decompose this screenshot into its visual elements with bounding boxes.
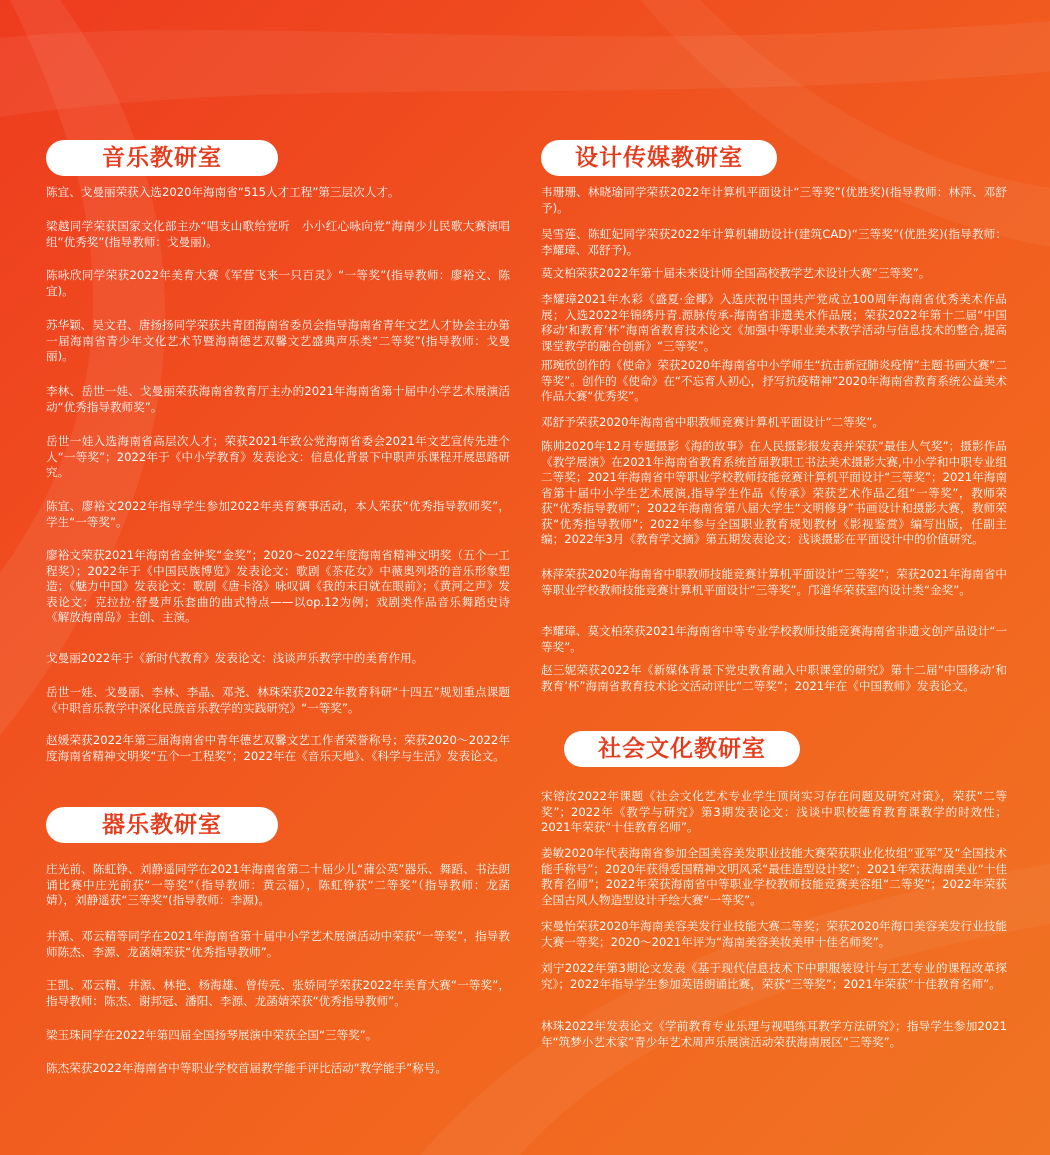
design-paragraph: 陈帅2020年12月专题摄影《海的故事》在人民摄影报发表并荣获“最佳人气奖”；摄影作品《教学展演》在2021年海南省教育系统首届教职工书法美术摄影大赛,中小学和中职专业组二等奖；2021年海南省中等职业学校教师技能竞赛计算机平面设计“三等奖”；2021年海南省第十届中小学生艺术展演,指导学生作品《传承》荣获艺术作品乙组“一等奖”，教师荣获“优秀指导教师”；2022年海南省第八届大学生“文明修身”书画设计和摄影大赛，教师荣获“优秀指导教师”；2022年参与全国职业教育规划教材《影视鉴赏》编写出版，任副主编；2022年3月《教育学文摘》第五期发表论文：浅谈摄影在平面设计中的价值研究。 bbox=[541, 439, 1007, 546]
music-paragraph: 岳世一娃入选海南省高层次人才；荣获2021年致公党海南省委会2021年文艺宣传先进个人“一等奖”；2022年于《中小学教育》发表论文：信息化背景下中职声乐课程开展思路研究。 bbox=[46, 434, 510, 479]
design-paragraph: 邢琬欣创作的《使命》荣获2020年海南省中小学师生“抗击新冠肺炎疫情”主题书画大赛“二等奖”。创作的《使命》在“不忘育人初心，抒写抗疫精神”2020年海南省教育系统公益美术作品大赛“优秀奖”。 bbox=[541, 358, 1007, 403]
culture-section-title: 社会文化教研室 bbox=[564, 731, 800, 767]
music-paragraph: 陈宜、廖裕文2022年指导学生参加2022年美育赛事活动，本人荣获“优秀指导教师奖”，学生“一等奖”。 bbox=[46, 499, 510, 529]
instrument-paragraph: 陈杰荣获2022年海南省中等职业学校首届教学能手评比活动“教学能手”称号。 bbox=[46, 1061, 447, 1075]
music-paragraph: 岳世一娃、戈曼丽、李林、李晶、邓尧、林珠荣获2022年教育科研“十四五”规划重点课题《中职音乐教学中深化民族音乐教学的实践研究》“一等奖”。 bbox=[46, 685, 510, 715]
design-paragraph: 李耀璋、莫文柏荣获2021年海南省中等专业学校教师技能竞赛海南省非遗文创产品设计“一等奖”。 bbox=[541, 624, 1007, 654]
culture-paragraph: 姜敏2020年代表海南省参加全国美容美发职业技能大赛荣获职业化妆组“亚军”及“全国技术能手称号”；2020年获得爱国精神文明风采“最佳造型设计奖”；2021年荣获海南美业“十佳教育名师”；2022年荣获海南省中等职业学校教师技能竞赛美容组“二等奖”；2022年荣获全国古风人物造型设计手绘大赛“一等奖”。 bbox=[541, 846, 1007, 907]
design-paragraph: 韦珊珊、林晓瑜同学荣获2022年计算机平面设计“三等奖”(优胜奖)(指导教师：林萍、邓舒予)。 bbox=[541, 185, 1007, 215]
music-paragraph: 陈宜、戈曼丽荣获入选2020年海南省“515人才工程”第三层次人才。 bbox=[46, 185, 400, 199]
instrument-section-title: 器乐教研室 bbox=[46, 807, 278, 843]
design-paragraph: 莫文柏荣获2022年第十届未来设计师全国高校教学艺术设计大赛“三等奖”。 bbox=[541, 266, 931, 280]
culture-paragraph: 宋镕汝2022年课题《社会文化艺术专业学生顶岗实习存在问题及研究对策》，荣获“二等奖”；2022年《教学与研究》第3期发表论文：浅谈中职校德育教育课教学的时效性；2021年荣获“十佳教育名师”。 bbox=[541, 789, 1007, 834]
instrument-paragraph: 梁玉珠同学在2022年第四届全国扬琴展演中荣获全国“三等奖”。 bbox=[46, 1028, 378, 1042]
music-paragraph: 赵媛荣获2022年第三届海南省中青年德艺双馨文艺工作者荣誉称号；荣获2020～2022年度海南省精神文明奖“五个一工程奖”；2022年在《音乐天地》、《科学与生活》发表论文。 bbox=[46, 733, 510, 763]
music-paragraph: 陈咏欣同学荣获2022年美育大赛《军营飞来一只百灵》“一等奖”(指导教师：廖裕文、陈宜)。 bbox=[46, 268, 510, 298]
instrument-paragraph: 王凯、邓云精、井源、林艳、杨海雄、曾传亮、张娇同学荣获2022年美育大赛“一等奖”，指导教师：陈杰、谢邦冠、潘阳、李源、龙菡婧荣获“优秀指导教师”。 bbox=[46, 978, 510, 1008]
culture-paragraph: 林珠2022年发表论文《学前教育专业乐理与视唱练耳教学方法研究》；指导学生参加2021年“筑梦小艺术家”青少年艺术周声乐展演活动荣获海南展区“三等奖”。 bbox=[541, 1019, 1007, 1049]
culture-paragraph: 宋曼怡荣获2020年海南美容美发行业技能大赛二等奖；荣获2020年海口美容美发行业技能大赛一等奖；2020～2021年评为“海南美容美妆美甲十佳名师奖”。 bbox=[541, 919, 1007, 949]
design-paragraph: 邓舒予荣获2020年海南省中职教师竞赛计算机平面设计“二等奖”。 bbox=[541, 415, 884, 429]
music-paragraph: 戈曼丽2022年于《新时代教育》发表论文：浅谈声乐教学中的美育作用。 bbox=[46, 651, 424, 665]
instrument-paragraph: 庄光前、陈虹铮、刘静遥同学在2021年海南省第二十届少儿“蒲公英”器乐、舞蹈、书法朗诵比赛中庄光前获“一等奖”（指导教师：黄云福），陈虹铮获“二等奖”（指导教师：龙菡婧），刘静遥获“三等奖”(指导教师：李源)。 bbox=[46, 862, 510, 907]
design-paragraph: 李耀璋2021年水彩《盛夏·金椰》入选庆祝中国共产党成立100周年海南省优秀美术作品展；入选2022年锦绣丹青.源脉传承-海南省非遗美术作品展；荣获2022年第十二届“中国移动‘和教育’杯”海南省教育技术论文《加强中等职业美术教学活动与信息技术的整合,提高课堂教学的融合创新》“三等奖”。 bbox=[541, 292, 1007, 353]
music-paragraph: 廖裕文荣获2021年海南省金钟奖“金奖”；2020～2022年度海南省精神文明奖（五个一工程奖）；2022年于《中国民族博览》发表论文：歌剧《茶花女》中薇奥列塔的音乐形象塑造；《魅力中国》发表论文：歌剧《唐卡洛》咏叹调《我的末日就在眼前》；《黄河之声》发表论文：克拉拉·舒曼声乐套曲的曲式特点——以op.12为例；戏剧类作品音乐舞蹈史诗《解放海南岛》主创、主演。 bbox=[46, 548, 510, 624]
design-section-title: 设计传媒教研室 bbox=[541, 140, 777, 176]
design-paragraph: 林萍荣获2020年海南省中职教师技能竞赛计算机平面设计“三等奖”；荣获2021年海南省中等职业学校教师技能竞赛计算机平面设计“三等奖”。邝道华荣获室内设计类“金奖”。 bbox=[541, 567, 1007, 597]
music-paragraph: 梁越同学荣获国家文化部主办“唱支山歌给党听 小小红心咏向党”海南少儿民歌大赛演唱组“优秀奖”(指导教师：戈曼丽)。 bbox=[46, 219, 510, 249]
design-paragraph: 吴雪莲、陈虹妃同学荣获2022年计算机辅助设计(建筑CAD)“三等奖”(优胜奖)(指导教师：李耀璋、邓舒予)。 bbox=[541, 227, 1007, 257]
design-paragraph: 赵三妮荣获2022年《新媒体背景下党史教育融入中职课堂的研究》第十二届“中国移动‘和教育’杯”海南省教育技术论文活动评比“二等奖”；2021年在《中国教师》发表论文。 bbox=[541, 663, 1007, 693]
culture-paragraph: 刘宁2022年第3期论文发表《基于现代信息技术下中职服装设计与工艺专业的课程改革探究》；2022年指导学生参加英语朗诵比赛，荣获“三等奖”；2021年荣获“十佳教育名师”。 bbox=[541, 961, 1007, 991]
instrument-paragraph: 井源、邓云精等同学在2021年海南省第十届中小学艺术展演活动中荣获“一等奖”，指导教师陈杰、李源、龙菡婧荣获“优秀指导教师”。 bbox=[46, 929, 510, 959]
music-paragraph: 苏华颖、吴文君、唐扬扬同学荣获共青团海南省委员会指导海南省青年文艺人才协会主办第一届海南省青少年文化艺术节暨海南德艺双馨文艺盛典声乐类“二等奖”(指导教师：戈曼丽)。 bbox=[46, 318, 510, 363]
music-section-title: 音乐教研室 bbox=[46, 140, 278, 176]
music-paragraph: 李林、岳世一娃、戈曼丽荣获海南省教育厅主办的2021年海南省第十届中小学艺术展演活动“优秀指导教师奖”。 bbox=[46, 384, 510, 414]
